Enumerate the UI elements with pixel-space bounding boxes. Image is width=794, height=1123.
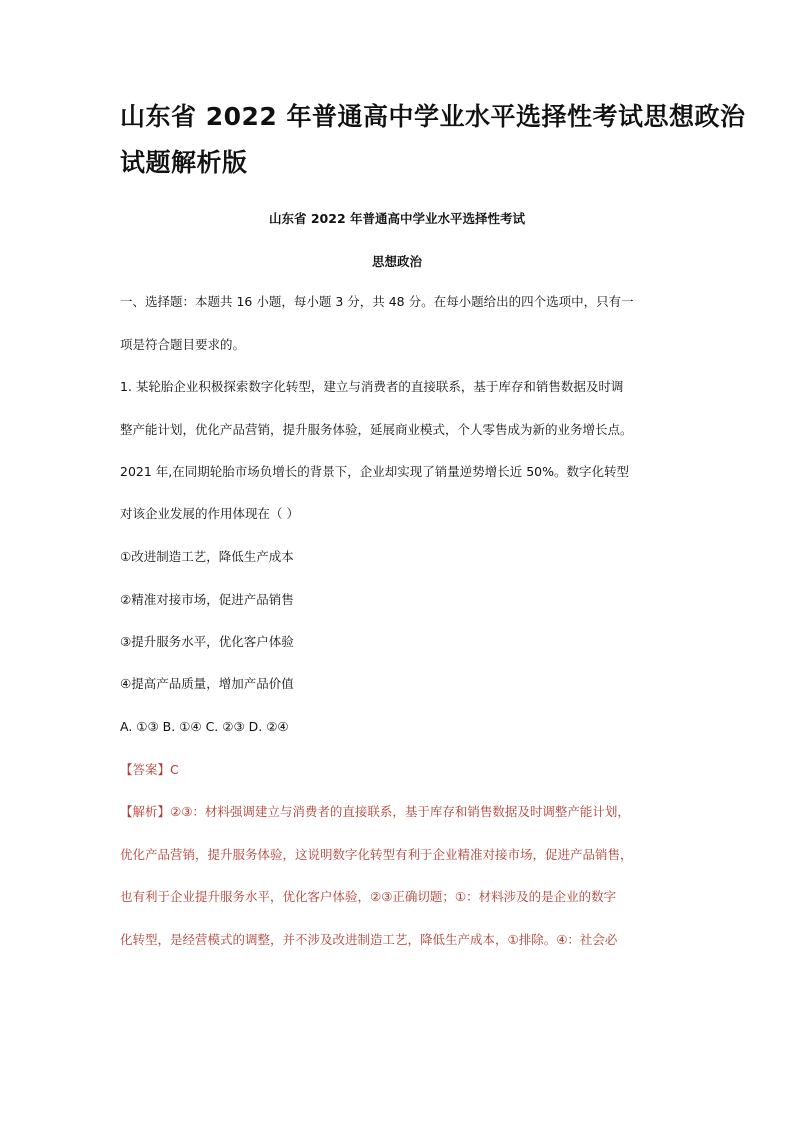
analysis-line: 优化产品营销，提升服务体验，这说明数字化转型有利于企业精准对接市场，促进产品销售， xyxy=(120,847,633,862)
answer-choices: A. ①③ B. ①④ C. ②③ D. ②④ xyxy=(120,719,289,734)
exam-subtitle-line-1: 山东省 2022 年普通高中学业水平选择性考试 xyxy=(269,211,525,226)
option-4: ④提高产品质量，增加产品价值 xyxy=(120,676,294,691)
option-1: ①改进制造工艺，降低生产成本 xyxy=(120,549,294,564)
section-intro-line-1: 一、选择题：本题共 16 小题，每小题 3 分，共 48 分。在每小题给出的四个选项中，只有一 xyxy=(120,294,634,309)
analysis-line: 也有利于企业提升服务水平，优化客户体验，②③正确切题；①：材料涉及的是企业的数字 xyxy=(120,889,617,904)
doc-title-line-1: 山东省 2022 年普通高中学业水平选择性考试思想政治 xyxy=(120,102,746,131)
doc-title-line-2: 试题解析版 xyxy=(120,148,248,177)
analysis-line: 化转型，是经营模式的调整，并不涉及改进制造工艺，降低生产成本，①排除。④：社会必 xyxy=(120,932,618,947)
question-stem-line: 1. 某轮胎企业积极探索数字化转型，建立与消费者的直接联系，基于库存和销售数据及时调 xyxy=(120,379,624,394)
question-stem-line: 对该企业发展的作用体现在（ ） xyxy=(120,506,299,521)
analysis-line: 【解析】②③：材料强调建立与消费者的直接联系，基于库存和销售数据及时调整产能计划， xyxy=(120,804,630,819)
exam-subtitle-line-2: 思想政治 xyxy=(371,254,422,269)
option-2: ②精准对接市场，促进产品销售 xyxy=(120,592,294,607)
section-intro-line-2: 项是符合题目要求的。 xyxy=(120,337,246,352)
answer-label: 【答案】C xyxy=(120,762,179,777)
option-3: ③提升服务水平，优化客户体验 xyxy=(120,634,294,649)
question-stem-line: 2021 年,在同期轮胎市场负增长的背景下，企业却实现了销量逆势增长近 50%。数字化转型 xyxy=(120,464,630,479)
question-stem-line: 整产能计划，优化产品营销，提升服务体验，延展商业模式，个人零售成为新的业务增长点。 xyxy=(120,422,633,437)
